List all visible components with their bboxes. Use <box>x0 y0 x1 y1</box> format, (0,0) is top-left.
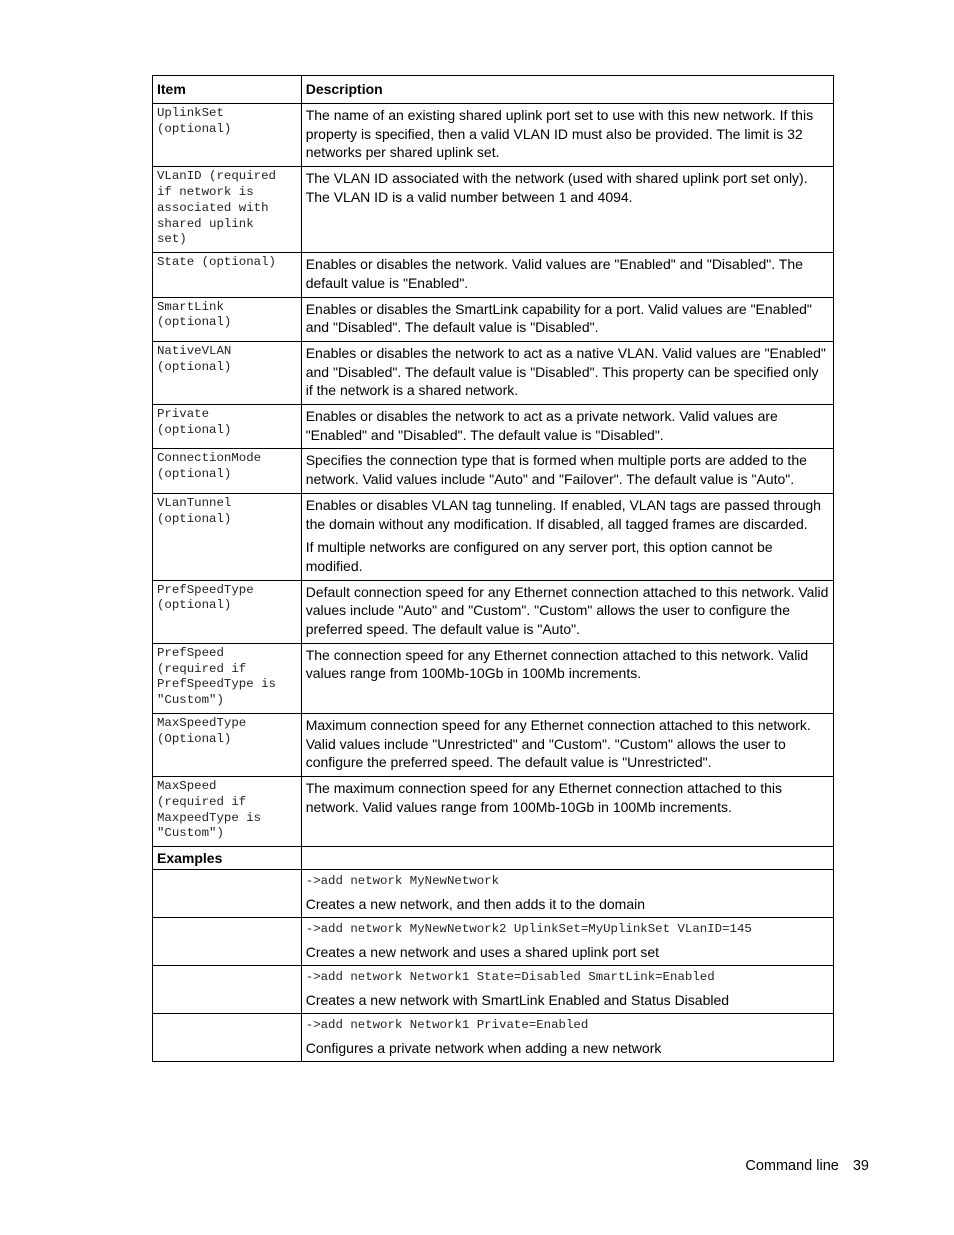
example-description: Creates a new network, and then adds it to the domain <box>305 896 646 913</box>
description-paragraph: Enables or disables the SmartLink capability for a port. Valid values are "Enabled" and "Disabled". The default value is "Disabled". <box>305 300 812 336</box>
description-paragraph: The maximum connection speed for any Ethernet connection attached to this network. Valid values range from 100Mb-10Gb in 100Mb increments. <box>305 780 782 815</box>
example-command: ->add network Network1 Private=Enabled <box>305 1018 589 1033</box>
example-description: Creates a new network and uses a shared uplink port set <box>305 944 660 961</box>
example-empty-cell <box>153 966 302 1014</box>
table-row <box>153 341 834 404</box>
example-row <box>153 870 834 918</box>
example-description: Configures a private network when adding a new network <box>305 1040 662 1057</box>
description-column-header: Description <box>301 76 833 104</box>
parameter-name-cell: PrefSpeedType (optional) <box>153 580 302 643</box>
parameter-description-cell <box>301 449 833 493</box>
table-row <box>153 777 834 847</box>
description-paragraph: Maximum connection speed for any Ethernet connection attached to this network. Valid values include "Unrestricted" and "Custom". "Custom" allows the user to configure the preferred speed. The default value is "Unrestricted". <box>305 716 811 771</box>
footer-section-title: Command line <box>745 1158 839 1174</box>
description-paragraph: If multiple networks are configured on any server port, this option cannot be modified. <box>305 539 773 574</box>
table-header-row <box>153 76 834 104</box>
parameter-description-cell <box>301 297 833 341</box>
description-paragraph: The VLAN ID associated with the network (used with shared uplink port set only). The VLAN ID is a valid number between 1 and 4094. <box>305 170 808 205</box>
example-cell <box>301 918 833 966</box>
parameter-name-cell: NativeVLAN (optional) <box>153 341 302 404</box>
examples-header-empty-cell <box>301 847 833 870</box>
example-empty-cell <box>153 870 302 918</box>
example-cell <box>301 966 833 1014</box>
parameter-description-cell <box>301 713 833 776</box>
example-rows <box>153 870 834 1062</box>
table-row <box>153 104 834 167</box>
examples-label: Examples <box>153 847 302 870</box>
parameter-description-cell <box>301 341 833 404</box>
description-paragraph: Enables or disables the network. Valid values are "Enabled" and "Disabled". The default value is "Enabled". <box>305 256 803 291</box>
table-row <box>153 297 834 341</box>
parameter-name-cell: ConnectionMode (optional) <box>153 449 302 493</box>
examples-section <box>153 847 834 870</box>
parameter-name-cell: MaxSpeedType (Optional) <box>153 713 302 776</box>
examples-header-row <box>153 847 834 870</box>
table-row <box>153 253 834 297</box>
parameter-name-cell: VLanID (required if network is associated with shared uplink set) <box>153 167 302 253</box>
parameter-description-cell <box>301 104 833 167</box>
parameters-table <box>152 75 834 1062</box>
example-description: Creates a new network with SmartLink Enabled and Status Disabled <box>305 992 730 1009</box>
parameter-description-cell <box>301 405 833 449</box>
description-paragraph: Enables or disables the network to act as a private network. Valid values are "Enabled" and "Disabled". The default value is "Disabled". <box>305 408 778 443</box>
description-paragraph: The name of an existing shared uplink port set to use with this new network. If this property is specified, then a valid VLAN ID must also be provided. The limit is 32 networks per shared uplink set. <box>305 107 814 161</box>
table-row <box>153 449 834 493</box>
description-paragraph: Enables or disables VLAN tag tunneling. If enabled, VLAN tags are passed through the domain without any modification. If disabled, all tagged frames are discarded. <box>305 496 821 532</box>
parameter-name-cell: State (optional) <box>153 253 302 297</box>
parameter-description-cell <box>301 493 833 580</box>
description-paragraph: Enables or disables the network to act as a native VLAN. Valid values are "Enabled" and "Disabled". The default value is "Disabled". This property can be specified only if the network is a shared network. <box>305 344 826 399</box>
parameter-name-cell: UplinkSet (optional) <box>153 104 302 167</box>
parameter-name-cell: MaxSpeed (required if MaxpeedType is "Custom") <box>153 777 302 847</box>
description-paragraph: The connection speed for any Ethernet connection attached to this network. Valid values range from 100Mb-10Gb in 100Mb increments. <box>305 646 809 682</box>
page-footer <box>745 1158 869 1174</box>
example-command: ->add network Network1 State=Disabled SmartLink=Enabled <box>305 970 715 985</box>
table-row <box>153 167 834 253</box>
example-cell <box>301 1014 833 1062</box>
table-row <box>153 713 834 776</box>
parameter-rows <box>153 104 834 847</box>
parameter-description-cell <box>301 167 833 253</box>
example-command: ->add network MyNewNetwork2 UplinkSet=MyUplinkSet VLanID=145 <box>305 922 752 937</box>
item-column-header: Item <box>153 76 302 104</box>
example-row <box>153 1014 834 1062</box>
table-row <box>153 580 834 643</box>
description-paragraph: Specifies the connection type that is formed when multiple ports are added to the network. Valid values include "Auto" and "Failover". The default value is "Auto". <box>305 452 807 488</box>
table-row <box>153 643 834 713</box>
parameter-name-cell: Private (optional) <box>153 405 302 449</box>
parameter-description-cell <box>301 580 833 643</box>
parameter-name-cell: PrefSpeed (required if PrefSpeedType is "Custom") <box>153 643 302 713</box>
parameter-description-cell <box>301 777 833 847</box>
example-command: ->add network MyNewNetwork <box>305 874 500 889</box>
description-paragraph: Default connection speed for any Ethernet connection attached to this network. Valid values include "Auto" and "Custom". "Custom" allows the user to configure the preferred speed. The default value is "Auto". <box>305 583 829 638</box>
parameter-description-cell <box>301 253 833 297</box>
table-row <box>153 405 834 449</box>
parameter-name-cell: SmartLink (optional) <box>153 297 302 341</box>
example-row <box>153 966 834 1014</box>
example-empty-cell <box>153 918 302 966</box>
page-number: 39 <box>852 1158 869 1174</box>
parameter-name-cell: VLanTunnel (optional) <box>153 493 302 580</box>
example-row <box>153 918 834 966</box>
parameter-description-cell <box>301 643 833 713</box>
example-empty-cell <box>153 1014 302 1062</box>
example-cell <box>301 870 833 918</box>
table-row <box>153 493 834 580</box>
